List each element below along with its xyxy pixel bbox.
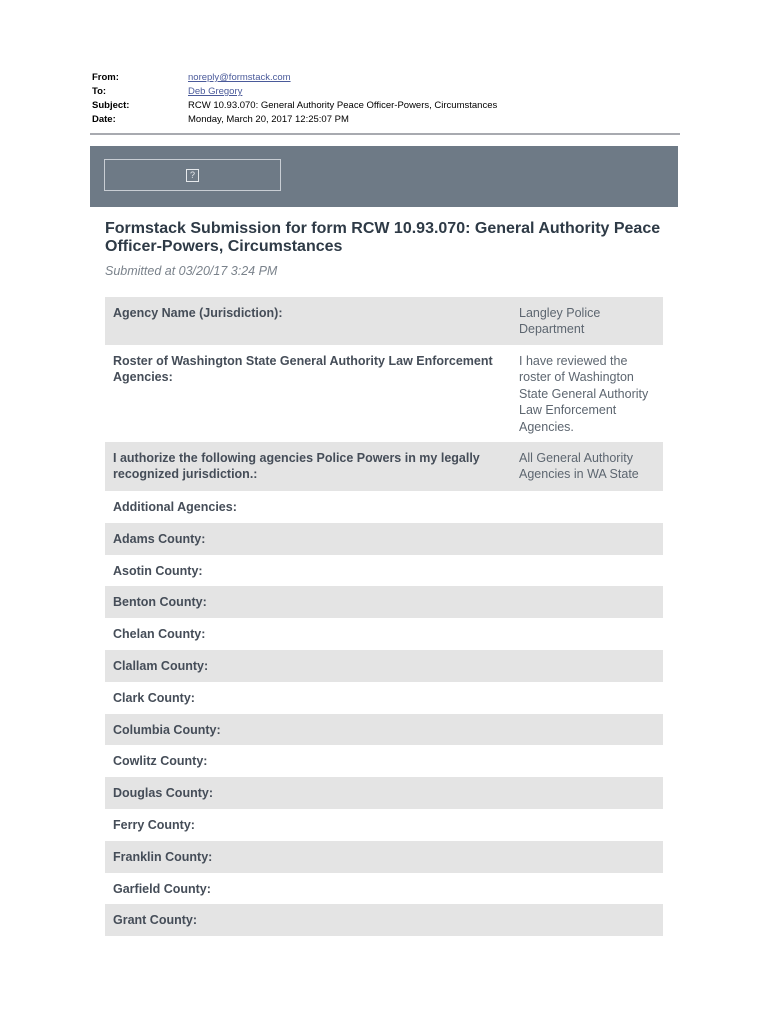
field-label: Roster of Washington State General Authority Law Enforcement Agencies:	[113, 354, 493, 385]
table-row	[105, 904, 663, 936]
date-value: Monday, March 20, 2017 12:25:07 PM	[188, 114, 349, 125]
table-row	[105, 586, 663, 618]
field-value	[519, 849, 655, 867]
field-label: Ferry County:	[113, 817, 195, 832]
field-value	[519, 626, 655, 644]
field-label: Asotin County:	[113, 563, 203, 578]
field-label: Chelan County:	[113, 627, 206, 642]
table-row	[105, 618, 663, 650]
table-row	[105, 442, 663, 491]
field-value: Langley Police Department	[519, 306, 601, 337]
field-value	[519, 531, 655, 549]
table-row	[105, 345, 663, 442]
to-label: To:	[92, 86, 107, 97]
from-email-link[interactable]: noreply@formstack.com	[188, 72, 291, 83]
field-value	[519, 912, 655, 930]
field-label: Clallam County:	[113, 658, 209, 673]
field-label: Adams County:	[113, 531, 206, 546]
subject-value: RCW 10.93.070: General Authority Peace Officer-Powers, Circumstances	[188, 100, 498, 111]
table-row	[105, 297, 663, 345]
table-row	[105, 841, 663, 873]
field-value: All General Authority Agencies in WA State	[519, 451, 639, 482]
table-row	[105, 523, 663, 555]
field-value	[519, 881, 655, 899]
from-label: From:	[92, 72, 119, 83]
subject-row	[92, 99, 662, 113]
date-row	[92, 113, 662, 127]
to-row	[92, 85, 662, 99]
form-title: Formstack Submission for form RCW 10.93.070: General Authority Peace Officer-Powers, Circumstances	[105, 220, 661, 255]
field-label: Cowlitz County:	[113, 754, 208, 769]
field-label: Garfield County:	[113, 881, 211, 896]
table-row	[105, 777, 663, 809]
submission-table	[105, 297, 663, 936]
table-row	[105, 809, 663, 841]
table-row	[105, 745, 663, 777]
to-recipient-link[interactable]: Deb Gregory	[188, 86, 243, 97]
submitted-timestamp: Submitted at 03/20/17 3:24 PM	[105, 264, 278, 278]
field-value	[519, 753, 655, 771]
table-row	[105, 555, 663, 587]
field-value: I have reviewed the roster of Washington State General Authority Law Enforcement Agencies.	[519, 354, 649, 434]
table-row	[105, 714, 663, 746]
field-value	[519, 499, 655, 517]
field-value	[519, 658, 655, 676]
field-label: Grant County:	[113, 913, 198, 928]
date-label: Date:	[92, 114, 116, 125]
email-banner	[90, 146, 678, 207]
email-header	[92, 71, 662, 127]
field-value	[519, 817, 655, 835]
from-row	[92, 71, 662, 85]
field-label: Benton County:	[113, 595, 207, 610]
field-label: Agency Name (Jurisdiction):	[113, 306, 283, 320]
field-value	[519, 594, 655, 612]
field-value	[519, 563, 655, 581]
header-divider	[90, 133, 680, 135]
field-label: Franklin County:	[113, 849, 213, 864]
field-label: Clark County:	[113, 690, 195, 705]
table-row	[105, 682, 663, 714]
broken-image-icon: ?	[186, 169, 199, 182]
table-row	[105, 491, 663, 523]
field-label: Columbia County:	[113, 722, 221, 737]
field-label: I authorize the following agencies Police Powers in my legally recognized jurisdiction.:	[113, 451, 480, 482]
field-value	[519, 722, 655, 740]
field-value	[519, 690, 655, 708]
table-row	[105, 873, 663, 905]
field-label: Douglas County:	[113, 786, 213, 801]
field-value	[519, 785, 655, 803]
field-label: Additional Agencies:	[113, 500, 237, 514]
table-row	[105, 650, 663, 682]
subject-label: Subject:	[92, 100, 130, 111]
logo-placeholder	[104, 159, 281, 191]
